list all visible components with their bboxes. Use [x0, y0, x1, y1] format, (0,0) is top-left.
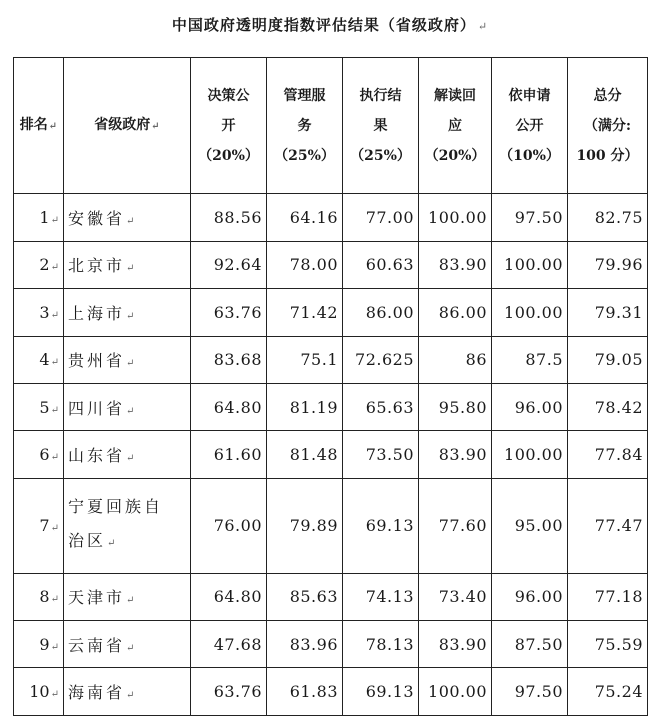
province-cell: 海南省↵	[64, 668, 191, 716]
header-province: 省级政府↵	[64, 58, 191, 194]
header-c1: 决策公 开 （20%）	[191, 58, 267, 194]
score-cell: 92.64	[191, 241, 267, 288]
score-cell: 97.50	[492, 668, 568, 716]
header-c6: 总分 （满分: 100 分）	[568, 58, 648, 194]
score-cell: 47.68	[191, 621, 267, 668]
total-cell: 79.96	[568, 241, 648, 288]
score-cell: 60.63	[343, 241, 419, 288]
score-cell: 88.56	[191, 194, 267, 241]
total-cell: 77.47	[568, 478, 648, 573]
rank-cell: 4↵	[14, 336, 64, 383]
score-cell: 75.1	[267, 336, 343, 383]
rank-cell: 8↵	[14, 573, 64, 620]
score-cell: 73.40	[419, 573, 492, 620]
score-cell: 71.42	[267, 289, 343, 336]
province-cell: 宁夏回族自 治区↵	[64, 478, 191, 573]
total-cell: 77.84	[568, 431, 648, 478]
province-cell: 北京市↵	[64, 241, 191, 288]
score-cell: 86.00	[343, 289, 419, 336]
score-cell: 83.90	[419, 621, 492, 668]
score-cell: 85.63	[267, 573, 343, 620]
score-cell: 81.19	[267, 383, 343, 430]
score-cell: 79.89	[267, 478, 343, 573]
header-c4: 解读回 应 （20%）	[419, 58, 492, 194]
score-cell: 78.13	[343, 621, 419, 668]
header-c3: 执行结 果 （25%）	[343, 58, 419, 194]
score-cell: 73.50	[343, 431, 419, 478]
province-cell: 上海市↵	[64, 289, 191, 336]
province-cell: 山东省↵	[64, 431, 191, 478]
score-cell: 97.50	[492, 194, 568, 241]
header-rank: 排名↵	[14, 58, 64, 194]
score-cell: 95.00	[492, 478, 568, 573]
table-row	[14, 478, 648, 573]
score-cell: 64.80	[191, 573, 267, 620]
score-cell: 74.13	[343, 573, 419, 620]
table-row	[14, 241, 648, 288]
score-cell: 83.96	[267, 621, 343, 668]
rank-cell: 9↵	[14, 621, 64, 668]
results-table	[13, 57, 648, 716]
table-row	[14, 431, 648, 478]
province-cell: 天津市↵	[64, 573, 191, 620]
score-cell: 61.83	[267, 668, 343, 716]
score-cell: 100.00	[492, 431, 568, 478]
province-cell: 云南省↵	[64, 621, 191, 668]
score-cell: 95.80	[419, 383, 492, 430]
total-cell: 82.75	[568, 194, 648, 241]
rank-cell: 7↵	[14, 478, 64, 573]
score-cell: 63.76	[191, 668, 267, 716]
province-cell: 四川省↵	[64, 383, 191, 430]
table-row	[14, 668, 648, 716]
score-cell: 78.00	[267, 241, 343, 288]
score-cell: 76.00	[191, 478, 267, 573]
score-cell: 100.00	[492, 289, 568, 336]
score-cell: 86.00	[419, 289, 492, 336]
total-cell: 75.24	[568, 668, 648, 716]
rank-cell: 3↵	[14, 289, 64, 336]
table-row	[14, 573, 648, 620]
rank-cell: 5↵	[14, 383, 64, 430]
score-cell: 87.5	[492, 336, 568, 383]
total-cell: 77.18	[568, 573, 648, 620]
title-text: 中国政府透明度指数评估结果（省级政府）	[171, 16, 476, 34]
header-c5: 依申请 公开 （10%）	[492, 58, 568, 194]
score-cell: 65.63	[343, 383, 419, 430]
rank-cell: 2↵	[14, 241, 64, 288]
score-cell: 77.00	[343, 194, 419, 241]
score-cell: 72.625	[343, 336, 419, 383]
rank-cell: 1↵	[14, 194, 64, 241]
score-cell: 83.68	[191, 336, 267, 383]
total-cell: 78.42	[568, 383, 648, 430]
rank-cell: 10↵	[14, 668, 64, 716]
table-row	[14, 336, 648, 383]
table-row	[14, 621, 648, 668]
header-row	[14, 58, 648, 194]
score-cell: 100.00	[419, 194, 492, 241]
total-cell: 79.05	[568, 336, 648, 383]
score-cell: 100.00	[419, 668, 492, 716]
total-cell: 79.31	[568, 289, 648, 336]
score-cell: 64.80	[191, 383, 267, 430]
rank-cell: 6↵	[14, 431, 64, 478]
score-cell: 96.00	[492, 573, 568, 620]
score-cell: 63.76	[191, 289, 267, 336]
score-cell: 69.13	[343, 668, 419, 716]
header-c2: 管理服 务 （25%）	[267, 58, 343, 194]
table-row	[14, 383, 648, 430]
paragraph-mark: ↵	[477, 20, 489, 33]
total-cell: 75.59	[568, 621, 648, 668]
page-title	[0, 14, 660, 35]
table-row	[14, 289, 648, 336]
province-cell: 贵州省↵	[64, 336, 191, 383]
score-cell: 61.60	[191, 431, 267, 478]
score-cell: 77.60	[419, 478, 492, 573]
score-cell: 87.50	[492, 621, 568, 668]
score-cell: 64.16	[267, 194, 343, 241]
score-cell: 69.13	[343, 478, 419, 573]
score-cell: 100.00	[492, 241, 568, 288]
province-cell: 安徽省↵	[64, 194, 191, 241]
score-cell: 81.48	[267, 431, 343, 478]
score-cell: 83.90	[419, 241, 492, 288]
score-cell: 86	[419, 336, 492, 383]
score-cell: 96.00	[492, 383, 568, 430]
score-cell: 83.90	[419, 431, 492, 478]
table-row	[14, 194, 648, 241]
